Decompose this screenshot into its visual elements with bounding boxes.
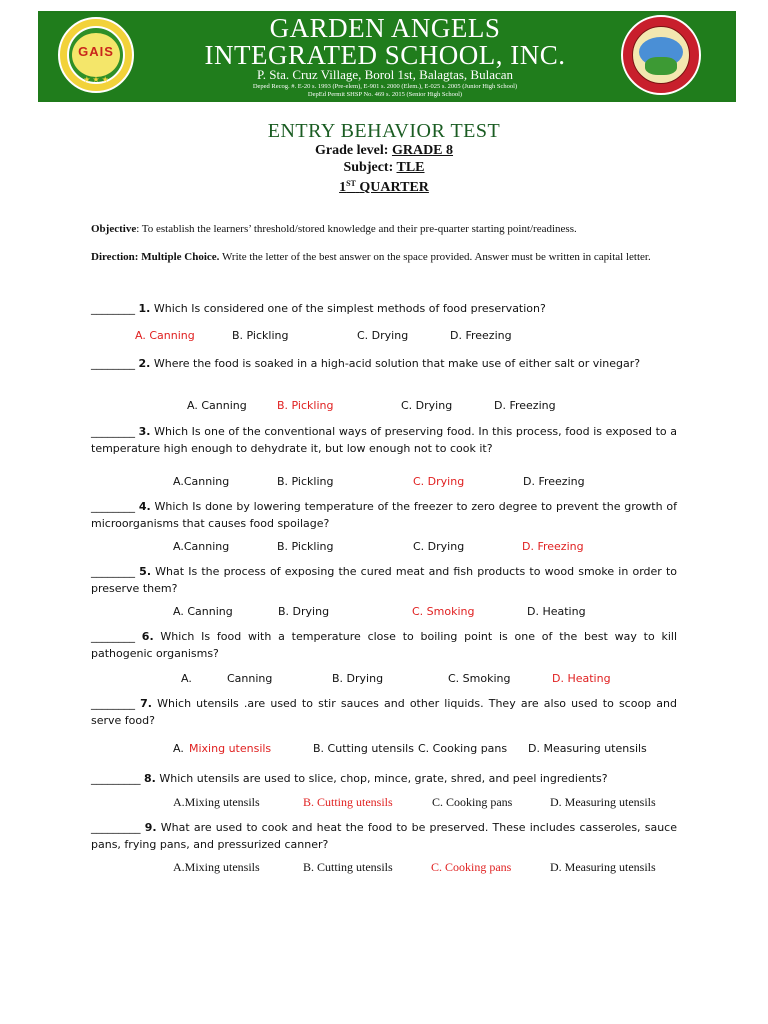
choices-7 xyxy=(91,741,691,757)
answer-blank[interactable]: ________ xyxy=(91,565,135,578)
choice-d: D. Measuring utensils xyxy=(528,742,647,755)
choice-c: C. Drying xyxy=(401,399,453,412)
answer-blank[interactable]: _________ xyxy=(91,772,141,785)
choice-a: A.Mixing utensils xyxy=(173,860,260,874)
choice-b: B. Pickling xyxy=(277,399,334,412)
objective-label: Objective xyxy=(91,223,137,235)
answer-blank[interactable]: ________ xyxy=(91,357,135,370)
choice-a-letter: A. xyxy=(181,672,192,685)
answer-blank[interactable]: ________ xyxy=(91,697,135,710)
question-number: 6. xyxy=(141,630,154,643)
school-name-line2: INTEGRATED SCHOOL, INC. xyxy=(204,40,566,70)
choice-b: B. Pickling xyxy=(277,540,334,553)
choice-b: B. Pickling xyxy=(277,475,334,488)
quarter-word: QUARTER xyxy=(359,180,429,195)
choice-d: D. Freezing xyxy=(523,475,585,488)
question-text: What Is the process of exposing the cured meat and fish products to wood smoke in order to preserve them? xyxy=(91,565,678,595)
question-number: 2. xyxy=(138,357,151,370)
question-text: Which Is one of the conventional ways of preserving food. In this process, food is exposed to a temperature high enough to dehydrate it, but low enough not to cook it? xyxy=(91,425,677,455)
school-logo: GAIS ★ ★ ★ xyxy=(58,17,134,93)
question-number: 5. xyxy=(139,565,152,578)
choice-b: B. Cutting utensils xyxy=(303,795,393,809)
question-number: 7. xyxy=(140,697,152,710)
choices-1 xyxy=(91,328,691,344)
quarter xyxy=(0,176,768,196)
quarter-number: 1 xyxy=(339,180,347,195)
choice-d: D. Heating xyxy=(552,672,611,685)
choice-b: B. Drying xyxy=(332,672,384,685)
choices-2 xyxy=(91,398,691,414)
subject-value: TLE xyxy=(396,160,425,175)
question-number: 1. xyxy=(138,302,151,315)
choice-b: B. Pickling xyxy=(232,329,289,342)
choice-d: D. Freezing xyxy=(494,399,556,412)
direction-text: Write the letter of the best answer on the space provided. Answer must be written in capital letter. xyxy=(219,251,651,263)
choice-c: C. Cooking pans xyxy=(432,795,513,809)
choice-c: C. Drying xyxy=(357,329,409,342)
choice-d: D. Measuring utensils xyxy=(550,795,656,809)
question-text: What are used to cook and heat the food to be preserved. These includes casseroles, sauce pans, frying pans, and pressurized canner? xyxy=(91,821,677,851)
question-text: Which Is done by lowering temperature of the freezer to zero degree to prevent the growth of microorganisms that causes food spoilage? xyxy=(91,500,677,530)
question-number: 3. xyxy=(138,425,151,438)
choices-4 xyxy=(91,539,691,555)
grade-value: GRADE 8 xyxy=(391,143,454,158)
grade-level xyxy=(0,143,768,159)
choice-a: A.Mixing utensils xyxy=(173,795,260,809)
question-text: Which Is food with a temperature close to boiling point is one of the best way to kill pathogenic organisms? xyxy=(91,630,678,660)
question-6 xyxy=(91,628,677,662)
objective-text: : To establish the learners’ threshold/stored knowledge and their pre-quarter starting point/readiness. xyxy=(136,223,577,235)
quarter-suffix: ST xyxy=(346,179,356,188)
choice-c: C. Cooking pans xyxy=(418,742,508,755)
objective-paragraph xyxy=(91,223,671,236)
grade-label: Grade level: xyxy=(314,143,389,158)
choice-c: C. Smoking xyxy=(412,605,475,618)
subject xyxy=(0,160,768,176)
answer-blank[interactable]: _________ xyxy=(91,821,141,834)
choice-b: B. Cutting utensils xyxy=(313,742,414,755)
school-address: P. Sta. Cruz Village, Borol 1st, Balagtas, Bulacan xyxy=(256,67,514,82)
direction-label: Direction: Multiple Choice. xyxy=(91,251,220,263)
recognition-text: Deped Recog. #. E-20 s. 1993 (Pre-elem), E-901 s. 2000 (Elem.), E-025 s. 2005 (Junior High School) xyxy=(252,83,518,90)
subject-label: Subject: xyxy=(343,160,394,175)
question-number: 4. xyxy=(138,500,151,513)
question-2 xyxy=(91,355,677,372)
permit-text: DepEd Permit SHSP No. 469 s. 2015 (Senior High School) xyxy=(307,91,463,98)
choice-a-letter: A. xyxy=(173,742,184,755)
question-3 xyxy=(91,423,677,457)
answer-blank[interactable]: ________ xyxy=(91,630,135,643)
choice-d: D. Measuring utensils xyxy=(550,860,656,874)
question-7 xyxy=(91,695,677,729)
choice-a: A.Canning xyxy=(173,540,230,553)
choice-d: D. Heating xyxy=(527,605,586,618)
choice-c: C. Drying xyxy=(413,475,465,488)
test-title: ENTRY BEHAVIOR TEST xyxy=(267,120,501,142)
choice-d: D. Freezing xyxy=(522,540,584,553)
choice-b: B. Cutting utensils xyxy=(303,860,393,874)
question-number: 9. xyxy=(144,821,157,834)
choice-a: A. Canning xyxy=(173,605,233,618)
question-text: Which utensils .are used to stir sauces and other liquids. They are also used to scoop and serve food? xyxy=(91,697,677,727)
choice-b: B. Drying xyxy=(278,605,330,618)
choice-a: A. Canning xyxy=(187,399,247,412)
choice-a: Canning xyxy=(227,672,273,685)
answer-blank[interactable]: ________ xyxy=(91,302,135,315)
choice-d: D. Freezing xyxy=(450,329,512,342)
question-text: Where the food is soaked in a high-acid solution that make use of either salt or vinegar? xyxy=(150,357,641,370)
answer-blank[interactable]: ________ xyxy=(91,500,135,513)
choice-a: Mixing utensils xyxy=(189,742,272,755)
choice-a: A. Canning xyxy=(135,329,195,342)
question-text: Which utensils are used to slice, chop, mince, grate, shred, and peel ingredients? xyxy=(155,772,608,785)
choices-9 xyxy=(91,859,691,875)
question-text: Which Is considered one of the simplest methods of food preservation? xyxy=(150,302,546,315)
question-5 xyxy=(91,563,677,597)
choices-6 xyxy=(91,671,691,687)
choice-a: A.Canning xyxy=(173,475,230,488)
question-4 xyxy=(91,498,677,532)
choices-5 xyxy=(91,604,691,620)
deped-seal xyxy=(621,15,701,95)
choice-c: C. Drying xyxy=(413,540,465,553)
direction-paragraph xyxy=(91,251,671,264)
school-logo-text: GAIS xyxy=(78,44,114,59)
choice-c: C. Cooking pans xyxy=(431,860,512,874)
choices-3 xyxy=(91,474,691,490)
question-number: 8. xyxy=(144,772,156,785)
question-1 xyxy=(91,300,677,317)
choices-8 xyxy=(91,794,691,810)
answer-blank[interactable]: ________ xyxy=(91,425,135,438)
school-name-line1: GARDEN ANGELS xyxy=(269,13,501,43)
question-8 xyxy=(91,770,677,787)
choice-c: C. Smoking xyxy=(448,672,511,685)
question-9 xyxy=(91,819,677,853)
